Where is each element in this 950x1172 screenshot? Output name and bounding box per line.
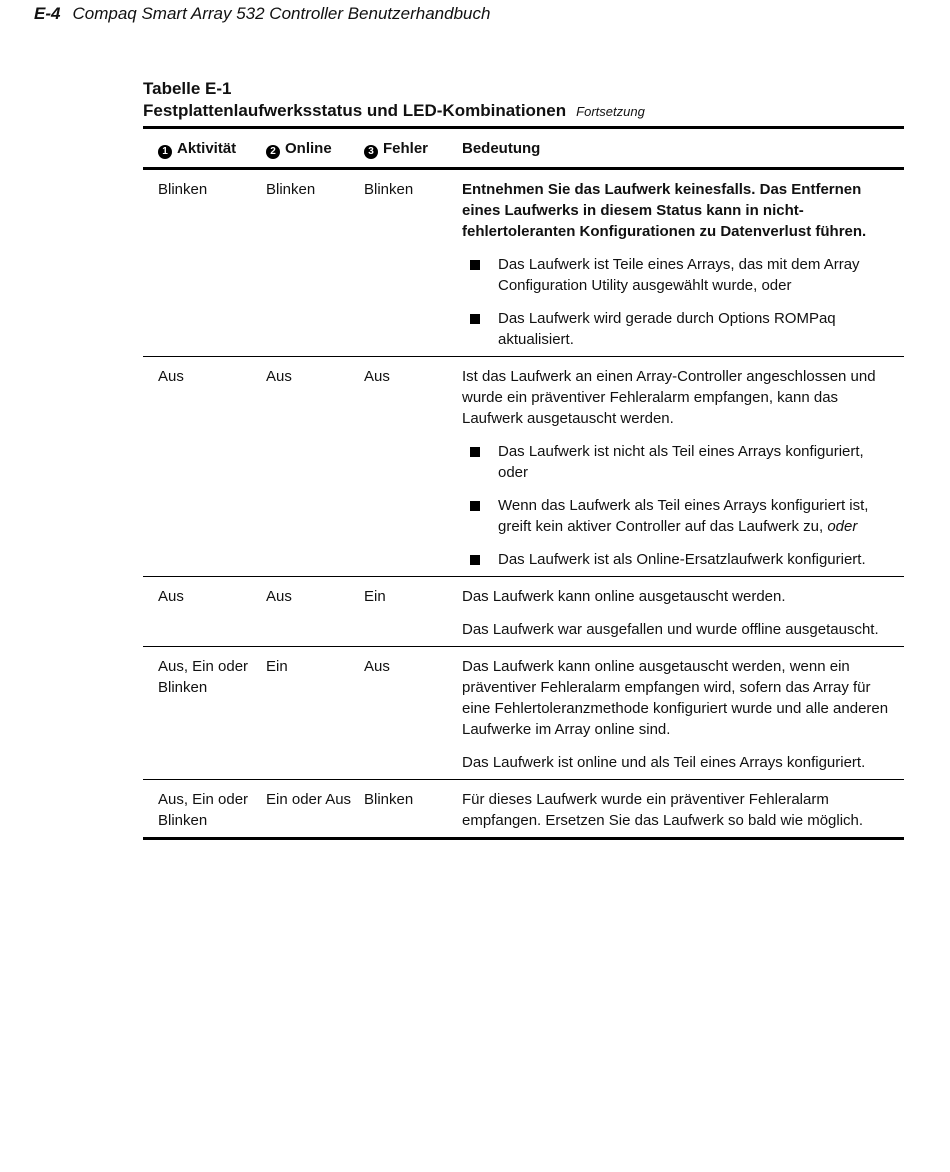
square-bullet-icon	[470, 501, 480, 511]
cell-meaning	[462, 780, 904, 837]
cell-fault: Blinken	[364, 181, 414, 198]
cell-fault: Aus	[364, 368, 390, 385]
list-item: Das Laufwerk ist als Online-Ersatzlaufwerk konfiguriert.	[462, 549, 892, 570]
meaning-text: Das Laufwerk war ausgefallen und wurde offline ausgetauscht.	[462, 621, 879, 638]
cell-online: Aus	[266, 588, 292, 605]
square-bullet-icon	[470, 555, 480, 565]
led-status-table	[143, 126, 904, 840]
table-caption	[143, 78, 645, 123]
meaning-text: Für dieses Laufwerk wurde ein präventiver Fehleralarm empfangen. Ersetzen Sie das Laufwerk so bald wie möglich.	[462, 791, 864, 829]
book-title: Compaq Smart Array 532 Controller Benutzerhandbuch	[72, 4, 491, 23]
table-row	[143, 356, 904, 576]
list-item: Das Laufwerk ist nicht als Teil eines Arrays konfiguriert, oder	[462, 441, 892, 483]
header-online: 2 Online	[266, 129, 364, 167]
cell-fault: Ein	[364, 588, 386, 605]
meaning-text: Ist das Laufwerk an einen Array-Controller angeschlossen und wurde ein präventiver Fehleralarm empfangen, kann das Laufwerk ausgetauscht werden.	[462, 368, 876, 427]
cell-meaning	[462, 577, 904, 646]
square-bullet-icon	[470, 260, 480, 270]
italic-or: oder	[827, 518, 858, 535]
cell-activity: Blinken	[158, 181, 208, 198]
cell-activity: Aus, Ein oder Blinken	[158, 791, 249, 829]
table-row	[143, 646, 904, 779]
cell-meaning	[462, 170, 904, 356]
cell-activity: Aus	[158, 368, 184, 385]
table-row	[143, 576, 904, 646]
table-title-line	[143, 100, 645, 123]
table-label: Tabelle E-1	[143, 79, 232, 98]
list-item: Das Laufwerk ist Teile eines Arrays, das mit dem Array Configuration Utility ausgewählt wurde, oder	[462, 254, 892, 296]
cell-activity: Aus, Ein oder Blinken	[158, 658, 249, 696]
square-bullet-icon	[470, 314, 480, 324]
number-badge-icon: 2	[266, 145, 280, 159]
table-row	[143, 779, 904, 837]
header-meaning: Bedeutung	[462, 140, 541, 157]
warning-text: Entnehmen Sie das Laufwerk keinesfalls. Das Entfernen eines Laufwerks in diesem Status kann in nicht-fehlertoleranten Konfigurationen zu Datenverlust führen.	[462, 181, 867, 240]
cell-fault: Blinken	[364, 791, 414, 808]
running-head	[34, 4, 490, 24]
meaning-text: Das Laufwerk kann online ausgetauscht werden, wenn ein präventiver Fehleralarm empfangen wird, sofern das Array für eine Fehlertoleranzmethode konfiguriert wurde und alle anderen Laufwerke im Array online sind.	[462, 658, 889, 738]
meaning-text: Das Laufwerk ist online und als Teil eines Arrays konfiguriert.	[462, 754, 866, 771]
cell-meaning	[462, 647, 904, 779]
table-header-row	[143, 129, 904, 170]
table-row	[143, 170, 904, 356]
meaning-text: Das Laufwerk kann online ausgetauscht werden.	[462, 588, 786, 605]
header-fault: 3 Fehler	[364, 129, 462, 167]
cell-online: Ein oder Aus	[266, 791, 352, 808]
header-activity: 1 Aktivität	[143, 129, 266, 167]
list-item: Wenn das Laufwerk als Teil eines Arrays konfiguriert ist, greift kein aktiver Controller auf das Laufwerk zu, oder	[462, 495, 892, 537]
number-badge-icon: 3	[364, 145, 378, 159]
list-item: Das Laufwerk wird gerade durch Options ROMPaq aktualisiert.	[462, 308, 892, 350]
cell-meaning	[462, 357, 904, 576]
cell-online: Aus	[266, 368, 292, 385]
square-bullet-icon	[470, 447, 480, 457]
number-badge-icon: 1	[158, 145, 172, 159]
table-title: Festplattenlaufwerksstatus und LED-Kombinationen	[143, 101, 567, 120]
cell-fault: Aus	[364, 658, 390, 675]
page-number: E-4	[34, 4, 61, 23]
cell-online: Blinken	[266, 181, 316, 198]
cell-activity: Aus	[158, 588, 184, 605]
cell-online: Ein	[266, 658, 288, 675]
continued-note: Fortsetzung	[576, 104, 645, 119]
